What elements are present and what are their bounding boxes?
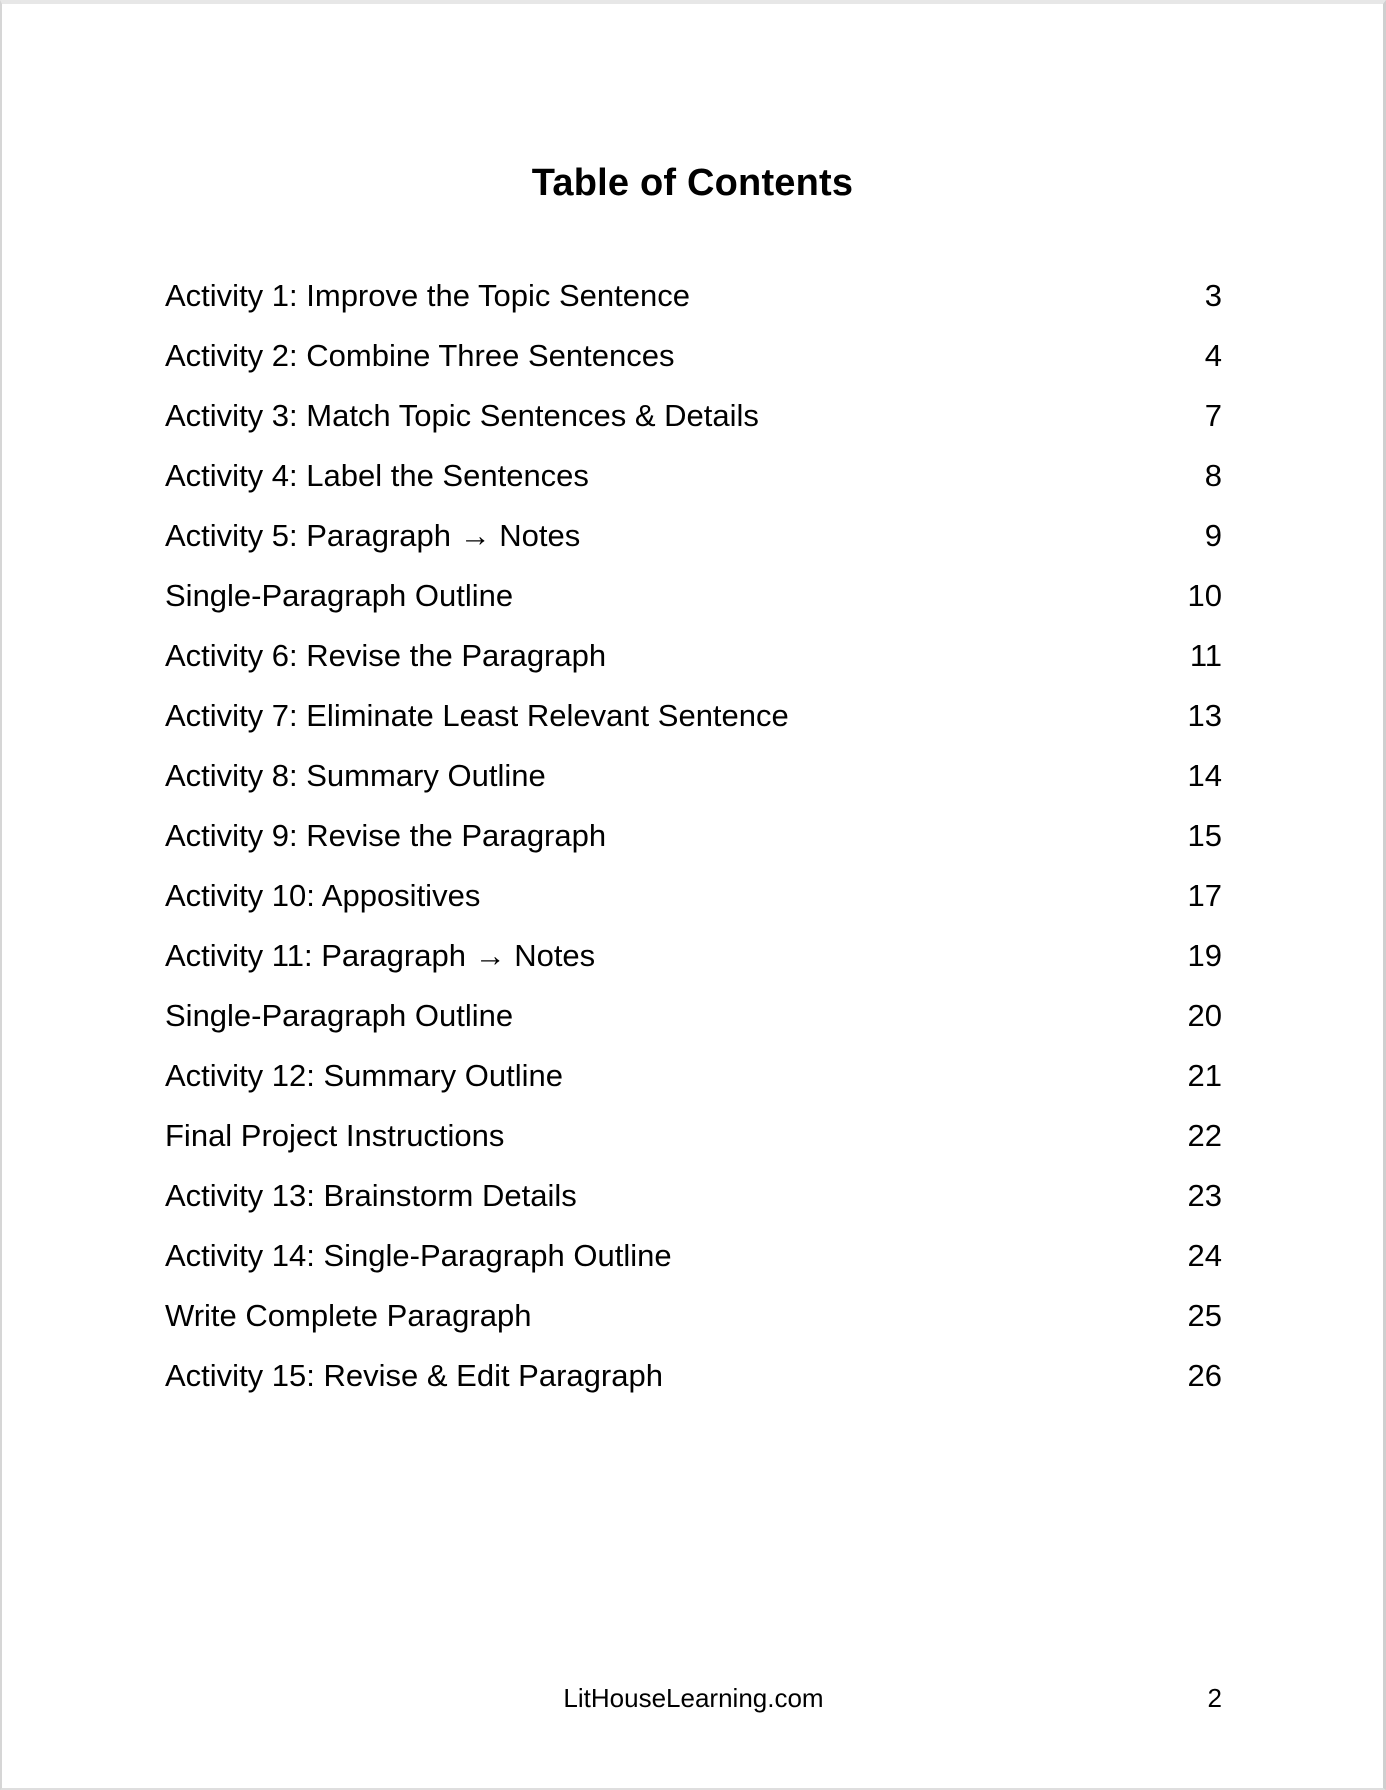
toc-entry[interactable]: [165, 1298, 1222, 1334]
toc-entry-page: 22: [1187, 1118, 1222, 1153]
page-title: Table of Contents: [531, 162, 854, 204]
toc-entry-label: Single-Paragraph Outline: [165, 998, 514, 1033]
toc-entry[interactable]: [165, 1118, 1222, 1154]
toc-entry-page: 13: [1187, 698, 1222, 733]
toc-entry[interactable]: [165, 338, 1222, 374]
toc-entry-label: Activity 6: Revise the Paragraph: [165, 638, 607, 673]
toc-entry-page: 24: [1187, 1238, 1222, 1273]
toc-entry[interactable]: [165, 1178, 1222, 1214]
toc-entry[interactable]: [165, 518, 1222, 554]
toc-entry-page: 20: [1187, 998, 1222, 1033]
toc-entry-label: Activity 7: Eliminate Least Relevant Sentence: [165, 698, 789, 733]
toc-entry-label: Activity 9: Revise the Paragraph: [165, 818, 607, 853]
toc-entry-label: Activity 2: Combine Three Sentences: [165, 338, 675, 373]
toc-entry-page: 21: [1187, 1058, 1222, 1093]
toc-entry-label: Activity 4: Label the Sentences: [165, 458, 589, 493]
toc-entry-page: 25: [1187, 1298, 1222, 1333]
page-footer: [165, 1682, 1222, 1714]
toc-entry[interactable]: [165, 878, 1222, 914]
toc-entry-page: 10: [1187, 578, 1222, 613]
toc-entry[interactable]: [165, 818, 1222, 854]
toc-entry-label: Write Complete Paragraph: [165, 1298, 532, 1333]
toc-entry[interactable]: [165, 698, 1222, 734]
toc-entry-label: Activity 15: Revise & Edit Paragraph: [165, 1358, 663, 1393]
toc-entry-label: Activity 5: Paragraph → Notes: [165, 518, 581, 553]
toc-entry-label: Activity 11: Paragraph → Notes: [165, 938, 596, 973]
toc-entry-label: Activity 8: Summary Outline: [165, 758, 546, 793]
toc-entry[interactable]: [165, 278, 1222, 314]
toc-entry[interactable]: [165, 458, 1222, 494]
toc-entry-label: Activity 1: Improve the Topic Sentence: [165, 278, 690, 313]
toc-entry-page: 19: [1187, 938, 1222, 973]
toc-entry-page: 3: [1204, 278, 1222, 313]
toc-entry[interactable]: [165, 1058, 1222, 1094]
toc-entry-label: Single-Paragraph Outline: [165, 578, 514, 613]
toc-entry[interactable]: [165, 1238, 1222, 1274]
toc-entry-label: Activity 14: Single-Paragraph Outline: [165, 1238, 672, 1273]
toc-entry-page: 9: [1204, 518, 1222, 553]
toc-entry[interactable]: [165, 398, 1222, 434]
toc-entry-page: 14: [1187, 758, 1222, 793]
toc-entry[interactable]: [165, 938, 1222, 974]
toc-entry-label: Final Project Instructions: [165, 1118, 505, 1153]
toc-entry-page: 23: [1187, 1178, 1222, 1213]
toc-entry[interactable]: [165, 998, 1222, 1034]
toc-entry-page: 26: [1187, 1358, 1222, 1393]
footer-page-number: 2: [1207, 1683, 1222, 1713]
toc-entry[interactable]: [165, 578, 1222, 614]
toc-entry[interactable]: [165, 758, 1222, 794]
toc-entry-label: Activity 13: Brainstorm Details: [165, 1178, 577, 1213]
toc-entry-page: 11: [1189, 638, 1222, 673]
table-of-contents: [165, 278, 1222, 1394]
toc-entry-label: Activity 3: Match Topic Sentences & Details: [165, 398, 759, 433]
toc-entry-page: 7: [1204, 398, 1222, 433]
toc-entry-label: Activity 12: Summary Outline: [165, 1058, 563, 1093]
toc-entry-page: 15: [1187, 818, 1222, 853]
toc-entry-page: 8: [1204, 458, 1222, 493]
toc-entry-page: 4: [1204, 338, 1222, 373]
toc-entry[interactable]: [165, 1358, 1222, 1394]
toc-entry[interactable]: [165, 638, 1222, 674]
footer-site-text: LitHouseLearning.com: [563, 1683, 824, 1713]
toc-entry-label: Activity 10: Appositives: [165, 878, 481, 913]
toc-entry-page: 17: [1187, 878, 1222, 913]
